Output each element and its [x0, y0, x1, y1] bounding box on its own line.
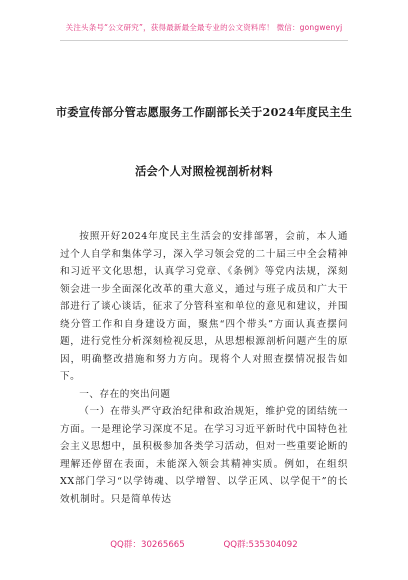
- document-title-line-1: 市委宣传部分管志愿服务工作副部长关于2024年度民主生: [55, 105, 353, 119]
- header-divider: [60, 40, 348, 41]
- qq-group-1: QQ群：30265665: [110, 540, 185, 550]
- document-title-line-2: 活会个人对照检视剖析材料: [135, 164, 273, 178]
- promo-banner: 关注头条号“公文研究”，获得最新最全最专业的公文资料库！ 微信：gongwenyj: [65, 23, 343, 32]
- paragraph-intro: 按照开好2024年度民主生活会的安排部署，会前，本人通过个人自学和集体学习，深入学习领会党的二十届三中全会精神和习近平文化思想，认真学习党章、《条例》等党内法规，深刻领会进一步全面深化改革的重大意义，通过与班子成员和广大干部进行了谈心谈话，征求了分管科室和单位的意见和建议，并围绕分管工作和自身建设方面，聚焦“四个带头”方面认真查摆问题，进行党性分析深刻检视反思，从思想根源剖析问题产生的原因，明确整改措施和努力方向。现将个人对照查摆情况报告如下。: [60, 231, 348, 382]
- footer-qq-groups: [0, 538, 408, 550]
- document-body: [60, 228, 348, 508]
- paragraph-section-1: （一）在带头严守政治纪律和政治规矩，维护党的团结统一方面。一是理论学习深度不足。在学习习近平新时代中国特色社会主义思想中，虽积极参加各类学习活动，但对一些重要论断的理解还停留在表面，未能深入领会其精神实质。例如，在组织XX部门学习“以学铸魂、以学增智、以学正风、以学促干”的长效机制时。只是简单传达: [60, 406, 348, 505]
- section-heading: 一、存在的突出问题: [79, 388, 171, 400]
- qq-group-2: QQ群:535304092: [223, 540, 298, 550]
